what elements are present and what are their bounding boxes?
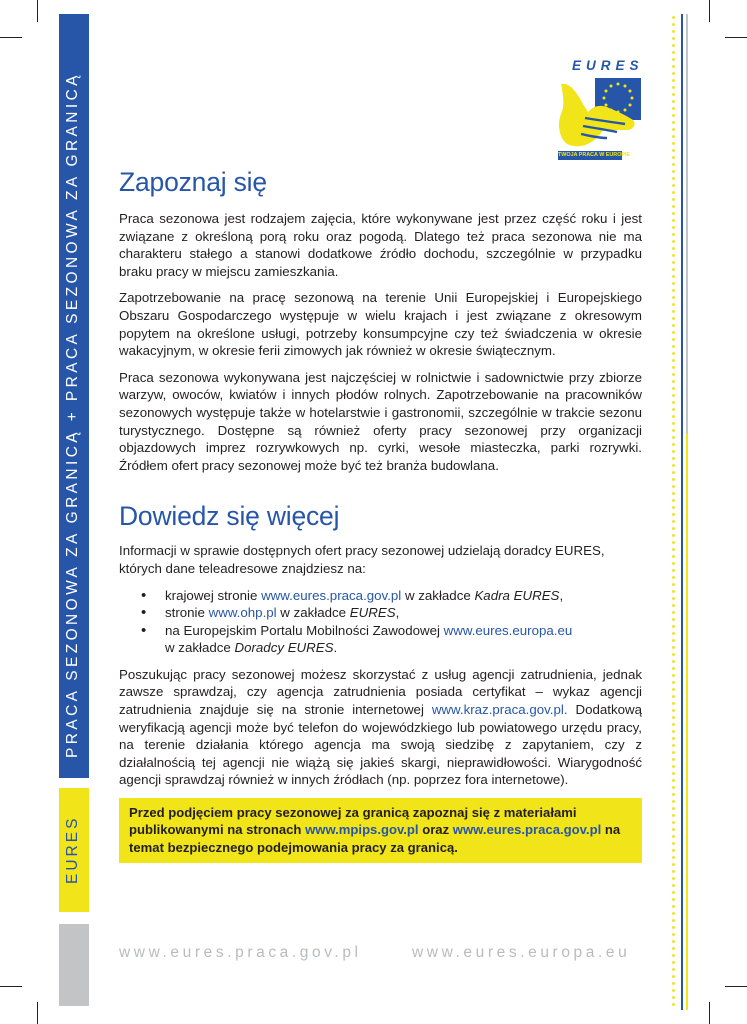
crop-mark bbox=[0, 986, 22, 987]
sources-list bbox=[119, 587, 642, 657]
link-eures-praca-callout[interactable]: www.eures.praca.gov.pl bbox=[452, 822, 602, 838]
list-item-text: stronie bbox=[165, 605, 209, 621]
paragraph-text: Dodatkową weryfikacją agencji może być telefon do wojewódzkiego lub powiatowego urzędu pracy, na terenie działania którego agencja ma swoją siedzibę z zapytaniem, czy z działalnością tej agencji nie wiążą się jakieś skargi, nieprawidłowości. Wiarygodność agencji sprawdzaj również w innych źródłach (np. poprzez fora internetowe). bbox=[119, 702, 642, 788]
list-item-text: w zakładce bbox=[276, 605, 350, 621]
callout-text: oraz bbox=[418, 822, 453, 838]
link-eures-europa[interactable]: www.eures.europa.eu bbox=[443, 622, 573, 638]
paragraph: Praca sezonowa wykonywana jest najczęściej w rolnictwie i sadownictwie przy zbiorze warzyw, owoców, kwiatów i innych płodów rolnych. Zapotrzebowanie na pracowników sezonowych występuje także w hotelarstwie i gastronomii, szczególnie w trakcie sezonu turystycznego. Dostępne są również oferty pracy sezonowej przy organizacji objazdowych imprez rozrywkowych np. cyrki, wesołe miasteczka, parki rozrywki. Źródłem ofert pracy sezonowej może być też branża budowlana. bbox=[119, 369, 642, 473]
list-item-text: w zakładce bbox=[401, 587, 475, 603]
right-dotted-line bbox=[672, 14, 675, 1010]
list-item-text: . bbox=[333, 640, 338, 656]
list-item-text: , bbox=[559, 587, 564, 603]
list-item-text: , bbox=[395, 605, 400, 621]
list-item-text: krajowej stronie bbox=[165, 587, 262, 603]
paragraph-intro: Informacji w sprawie dostępnych ofert pracy sezonowej udzielają doradcy EURES, których dane teleadresowe znajdziesz na: bbox=[119, 543, 605, 576]
crop-mark bbox=[37, 1002, 38, 1024]
right-blue-line bbox=[681, 14, 683, 1010]
side-band-title: PRACA SEZONOWA ZA GRANICĄ + PRACA SEZONOWA ZA GRANICĄ bbox=[64, 72, 81, 758]
list-item-text: na Europejskim Portalu Mobilności Zawodowej bbox=[165, 622, 444, 638]
crop-mark bbox=[709, 1002, 710, 1024]
crop-mark bbox=[0, 37, 22, 38]
list-item bbox=[165, 604, 642, 622]
crop-mark bbox=[709, 0, 710, 22]
callout-text: Przed podjęciem pracy sezonowej za granicą zapoznaj się z materiałami publikowanymi na stronach bbox=[129, 805, 577, 838]
right-gray-line bbox=[686, 14, 688, 434]
footer-url-right[interactable]: www.eures.europa.eu bbox=[412, 944, 631, 961]
logo-tagline: TWOJA PRACA W EUROPIE bbox=[558, 152, 631, 158]
paragraph: Zapotrzebowanie na pracę sezonową na terenie Unii Europejskiej i Europejskiego Obszaru Gospodarczego występuje w wielu krajach i jest związane z okresowym popytem na określone usługi, potrzeby konsumpcyjne czy też świadczenia w okresie wakacyjnym, w okresie ferii zimowych jak również w okresie świątecznym. bbox=[119, 290, 642, 359]
crop-mark bbox=[37, 0, 38, 22]
logo-hand-icon bbox=[555, 74, 645, 154]
eures-logo bbox=[555, 58, 645, 162]
link-kraz[interactable]: www.kraz.praca.gov.pl. bbox=[431, 702, 568, 718]
paragraph-agencies bbox=[119, 666, 642, 789]
callout-text: na temat bezpiecznego podejmowania pracy za granicą. bbox=[129, 822, 621, 855]
side-band-gray bbox=[59, 924, 89, 1006]
list-item bbox=[165, 587, 642, 605]
crop-mark bbox=[725, 37, 747, 38]
link-ohp[interactable]: www.ohp.pl bbox=[208, 605, 277, 621]
list-item-tab-name: EURES bbox=[349, 605, 396, 621]
list-item-text: w zakładce bbox=[165, 640, 235, 656]
list-item bbox=[165, 622, 642, 657]
crop-mark bbox=[725, 986, 747, 987]
section-heading-zapoznaj: Zapoznaj się bbox=[119, 167, 267, 197]
paragraph: Praca sezonowa jest rodzajem zajęcia, które wykonywane jest przez część roku i jest związane z określoną porą roku oraz pogodą. Dlatego też praca sezonowa nie ma charakteru stałego a stanowi dodatkowe źródło dochodu, szczególnie w przypadku braku pracy w miejscu zamieszkania. bbox=[119, 211, 642, 279]
list-item-tab-name: Kadra EURES bbox=[474, 587, 560, 603]
logo-wordmark: EURES bbox=[572, 58, 644, 73]
warning-callout bbox=[119, 798, 642, 863]
list-item-tab-name: Doradcy EURES bbox=[234, 640, 334, 656]
side-band-eures-label: EURES bbox=[64, 815, 81, 884]
paragraph-text: Poszukując pracy sezonowej możesz skorzystać z usług agencji zatrudnienia, jednak zawsze sprawdzaj, czy agencja zatrudnienia posiada certyfikat – wykaz agencji zatrudnienia znajduje się na stronie internetowej bbox=[119, 666, 642, 718]
link-mpips[interactable]: www.mpips.gov.pl bbox=[305, 822, 419, 838]
link-eures-praca[interactable]: www.eures.praca.gov.pl bbox=[261, 587, 402, 603]
main-content bbox=[119, 162, 642, 863]
section-heading-dowiedz: Dowiedz się więcej bbox=[119, 501, 340, 532]
footer-url-left[interactable]: www.eures.praca.gov.pl bbox=[119, 944, 362, 961]
